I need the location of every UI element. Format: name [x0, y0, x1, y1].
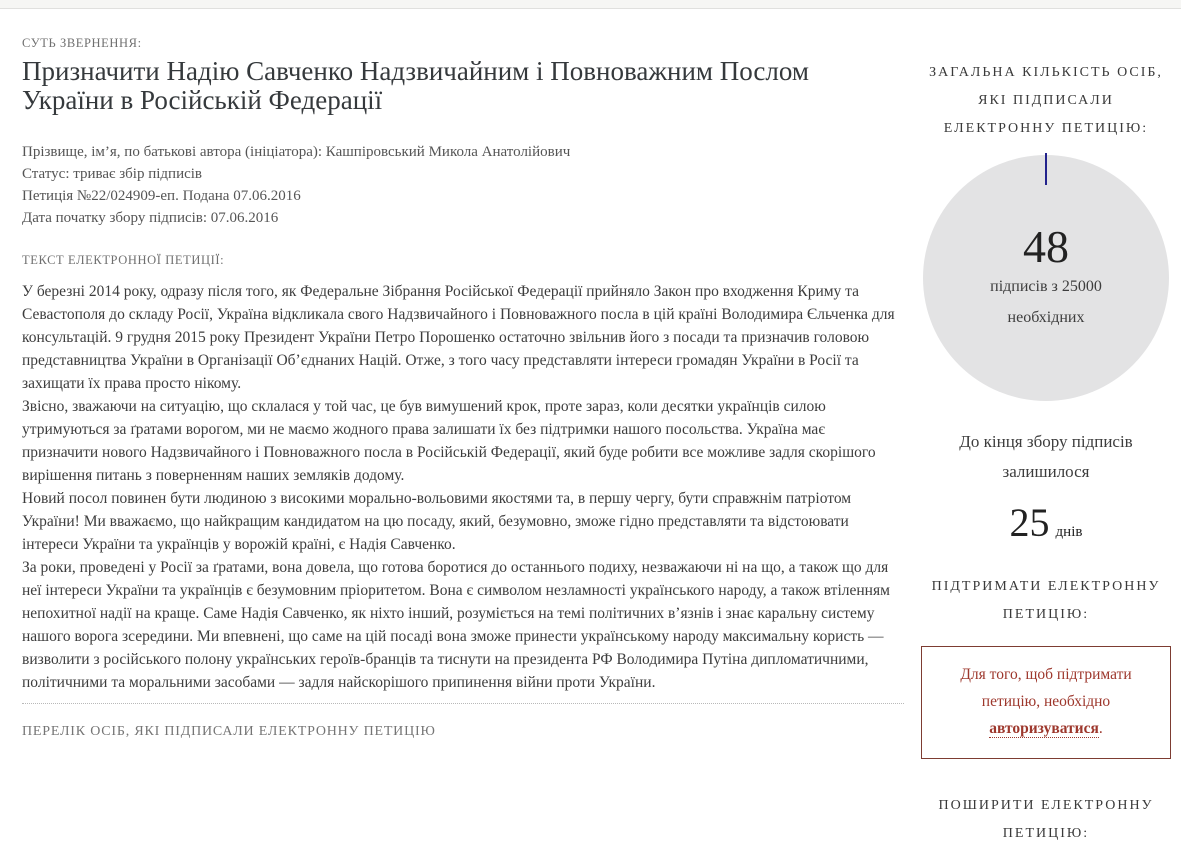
- petition-paragraph: За роки, проведені у Росії за ґратами, вона довела, що готова боротися до останнього подиху, незважаючи ні на що, а також що для неї інтереси України та українців є безумовним пріоритетом. Вона є символом незламності українського народу, а також втіленням непохитної надії на краще. Саме Надія Савченко, як ніхто інший, розуміється на темі політичних в’язнів і знає каральну систему нашого ворога зсередини. Ми впевнені, що саме на цій посаді вона зможе принести українському народу максимальну користь — визволити з російського полону українських героїв-бранців та тиснути на президента РФ Володимира Путіна дипломатичними, політичними та моральними засобами — задля найскорішого припинення війни проти України.: [22, 559, 890, 691]
- petition-paragraph: Новий посол повинен бути людиною з високими морально-вольовими якостями та, в першу чергу, бути справжнім патріотом України! Ми вважаємо, що найкращим кандидатом на цю посаду, який, безумовно, зможе гідно представляти та відстоювати інтереси України та українців у ворожій країні, є Надія Савченко.: [22, 490, 852, 553]
- days-remaining: [921, 501, 1171, 547]
- share-petition-heading: ПОШИРИТИ ЕЛЕКТРОННУ ПЕТИЦІЮ:: [938, 798, 1154, 841]
- signature-progress-tick: [1045, 153, 1047, 185]
- signature-of-total: підписів з 25000: [990, 278, 1102, 295]
- signature-gauge: [921, 155, 1171, 401]
- petition-title: Призначити Надію Савченко Надзвичайним і Повноважним Послом України в Російській Федерації: [22, 56, 809, 115]
- meta-petition-number: Петиція №22/024909-еп. Подана 07.06.2016: [22, 188, 301, 204]
- days-remaining-label: днів: [1055, 524, 1083, 540]
- petition-paragraph: Звісно, зважаючи на ситуацію, що склалася у той час, це був вимушений крок, проте зараз, коли десятки українців силою утримуються за ґратами ворогом, ми не маємо жодного права залишати їх без підтримки нашого посольства. Україна має призначити нового Надзвичайного і Повноважного посла в Російській Федерації, який буде робити все можливе задля скорішого вирішення питань з поверненням наших земляків додому.: [22, 398, 876, 484]
- meta-start-date: Дата початку збору підписів: 07.06.2016: [22, 210, 279, 226]
- signers-list-heading: ПЕРЕЛІК ОСІБ, ЯКІ ПІДПИСАЛИ ЕЛЕКТРОННУ ПЕТИЦІЮ: [22, 724, 436, 739]
- deadline-block: [921, 427, 1171, 547]
- page-layout: [0, 9, 1181, 848]
- signature-gauge-circle: [923, 155, 1169, 401]
- signature-count: 48: [1023, 221, 1069, 272]
- meta-status: Статус: триває збір підписів: [22, 166, 203, 182]
- essence-label: СУТЬ ЗВЕРНЕННЯ:: [22, 36, 142, 50]
- total-signatures-heading: ЗАГАЛЬНА КІЛЬКІСТЬ ОСІБ, ЯКІ ПІДПИСАЛИ ЕЛЕКТРОННУ ПЕТИЦІЮ:: [929, 65, 1163, 136]
- petition-main-column: [22, 9, 904, 740]
- auth-notice-text: Для того, щоб підтримати петицію, необхідно: [960, 666, 1132, 710]
- petition-text-body: [22, 280, 904, 694]
- deadline-line2: залишилося: [1002, 462, 1090, 481]
- page-top-strip: [0, 0, 1181, 9]
- meta-author: Прізвище, ім’я, по батькові автора (ініціатора): Кашпіровський Микола Анатолійович: [22, 144, 571, 160]
- support-petition-heading: ПІДТРИМАТИ ЕЛЕКТРОННУ ПЕТИЦІЮ:: [931, 579, 1161, 622]
- petition-sidebar: [921, 9, 1171, 848]
- petition-meta: [22, 141, 904, 229]
- authorize-link[interactable]: авторизуватися: [989, 720, 1099, 737]
- deadline-line1: До кінця збору підписів: [959, 432, 1133, 451]
- days-remaining-number: 25: [1009, 500, 1050, 545]
- petition-text-label: ТЕКСТ ЕЛЕКТРОННОЇ ПЕТИЦІЇ:: [22, 253, 225, 267]
- petition-paragraph: У березні 2014 року, одразу після того, як Федеральне Зібрання Російської Федерації прийняло Закон про входження Криму та Севастополя до складу Росії, Україна відкликала свого Надзвичайного і Повноважного посла в цій країні Володимира Єльченка для консультацій. 9 грудня 2015 року Президент України Петро Порошенко остаточно звільнив його з посади та призначив головою представництва України в Організації Об’єднаних Націй. Отже, з того часу представляти інтереси громадян України в Росії та захищати їх права просто нікому.: [22, 283, 895, 392]
- signers-divider: [22, 703, 904, 704]
- authorization-notice-box: [921, 646, 1171, 759]
- signature-required-label: необхідних: [1007, 309, 1085, 326]
- auth-notice-suffix: .: [1098, 720, 1103, 737]
